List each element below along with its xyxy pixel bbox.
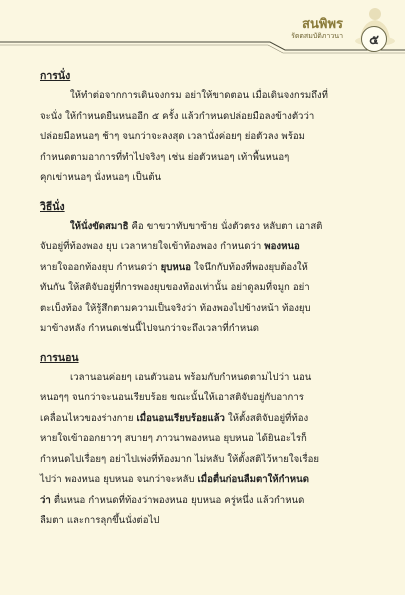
section-sitting-method: [40, 197, 370, 340]
paragraph: [40, 368, 370, 532]
text-line: ลืมตา และการลุกขึ้นนั่งต่อไป: [40, 515, 160, 526]
text-line: หายใจออกท้องยุบ กำหนดว่า ยุบหนอ ใจนึกกับท้องที่พองยุบต้องให้: [40, 261, 308, 273]
text-line: ว่า ตื่นหนอ กำหนดที่ท้องว่าพองหนอ ยุบหนอ ครู่หนึ่ง แล้วกำหนด: [40, 494, 305, 506]
section-heading: วิธีนั่ง: [40, 200, 65, 213]
section-lying: [40, 348, 370, 532]
section-heading: การนั่ง: [40, 70, 71, 82]
text-line: คุกเข่าหนอๆ นั่งหนอๆ เป็นต้น: [40, 172, 162, 183]
text-line: ทันกัน ให้สติจับอยู่ที่การพองยุบของท้องเท่านั้น อย่าดูลมที่จมูก อย่า: [40, 282, 310, 293]
text-line: เวลานอนค่อยๆ เอนตัวนอน พร้อมกับกำหนดตามไปว่า นอน: [70, 371, 312, 383]
text-line: ให้นั่งขัดสมาธิ คือ ขาขวาทับขาซ้าย นั่งตัวตรง หลับตา เอาสติ: [70, 220, 323, 232]
text-line: ให้ทำต่อจากการเดินจงกรม อย่าให้ขาดตอน เมื่อเดินจงกรมถึงที่: [70, 90, 328, 101]
text-line: มาข้างหลัง กำหนดเช่นนี้ไปจนกว่าจะถึงเวลาที่กำหนด: [40, 323, 260, 334]
brand-logo: [291, 18, 343, 41]
section-sitting: [40, 66, 370, 189]
text-line: ไปว่า พองหนอ ยุบหนอ จนกว่าจะหลับ เมื่อตื่นก่อนลืมตาให้กำหนด: [40, 474, 309, 485]
page-number: ๕: [361, 26, 387, 52]
text-line: เคลื่อนไหวของร่างกาย เมื่อนอนเรียบร้อยแล้ว ให้ตั้งสติจับอยู่ที่ท้อง: [40, 412, 309, 424]
text-line: หนอๆๆ จนกว่าจะนอนเรียบร้อย ขณะนั้นให้เอาสติจับอยู่กับอาการ: [40, 392, 304, 403]
page-header: [0, 0, 405, 62]
text-line: ปล่อยมือหนอๆ ช้าๆ จนกว่าจะลงสุด เวลานั่งค่อยๆ ย่อตัวลง พร้อม: [40, 131, 305, 142]
brand-subtitle: รัตตสมบัติภาวนา: [291, 32, 343, 40]
text-line: หายใจเข้าออกยาวๆ สบายๆ ภาวนาพองหนอ ยุบหนอ ได้ยินอะไรก็: [40, 433, 307, 444]
page-content: [40, 66, 370, 532]
header-decoration: [0, 0, 405, 62]
text-line: จะนั่ง ให้กำหนดยืนหนออีก ๕ ครั้ง แล้วกำหนดปล่อยมือลงข้างตัวว่า: [40, 110, 315, 122]
paragraph: [40, 217, 370, 340]
text-line: กำหนดตามอาการที่ทำไปจริงๆ เช่น ย่อตัวหนอๆ เท้าพื้นหนอๆ: [40, 151, 290, 163]
text-line: จับอยู่ที่ท้องพอง ยุบ เวลาหายใจเข้าท้องพอง กำหนดว่า พองหนอ: [40, 241, 300, 252]
paragraph: [40, 86, 370, 189]
text-line: กำหนดไปเรื่อยๆ อย่าไปเพ่งที่ท้องมาก ไม่หลับ ให้ตั้งสติไว้หายใจเรื่อย: [40, 453, 320, 465]
section-heading: การนอน: [40, 351, 79, 364]
brand-title: สนพิพร: [302, 17, 343, 32]
text-line: ตะเบ็งท้อง ให้รู้สึกตามความเป็นจริงว่า ท้องพองไปข้างหน้า ท้องยุบ: [40, 302, 311, 314]
